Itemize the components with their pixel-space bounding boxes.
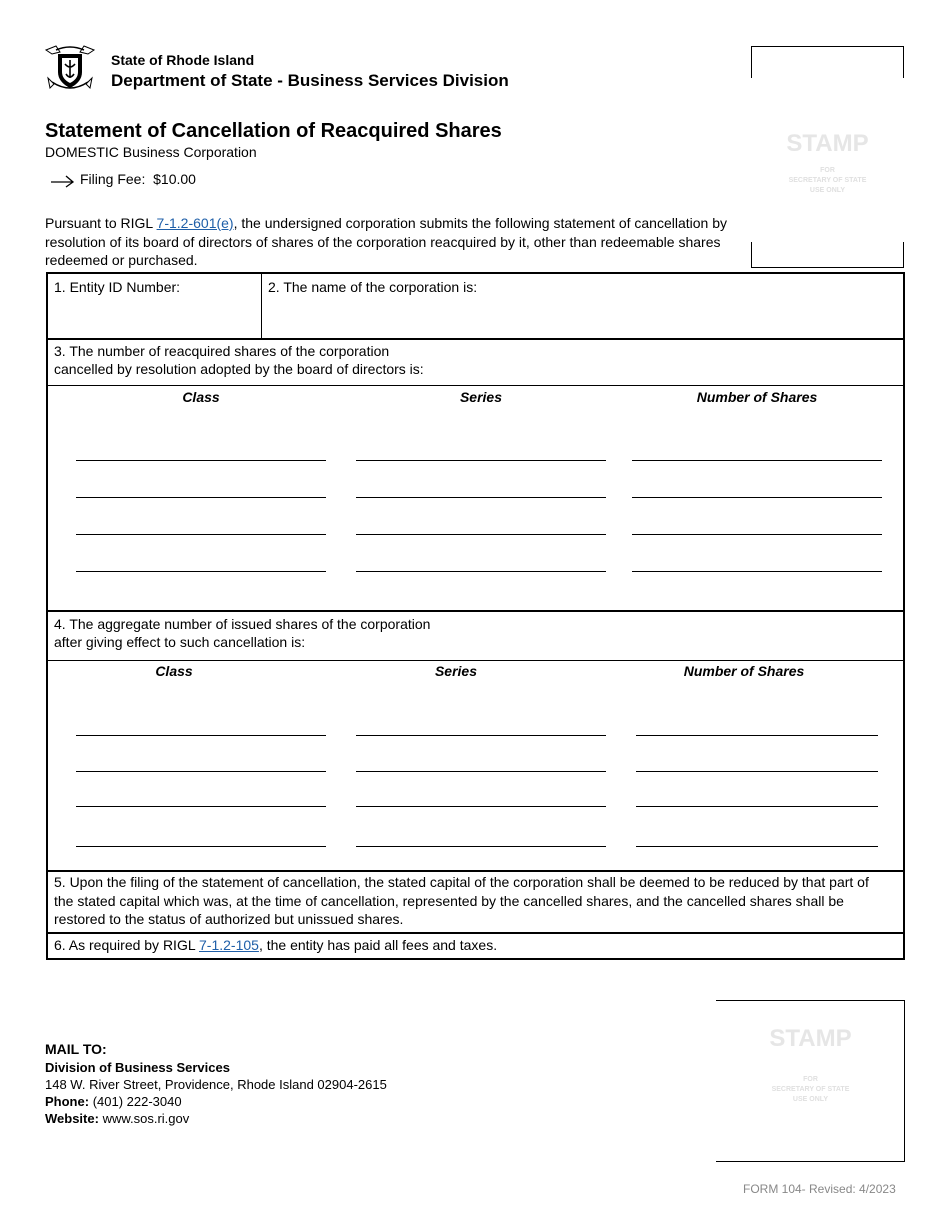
divider: [48, 870, 903, 872]
mail-to-label: MAIL TO:: [45, 1041, 107, 1057]
state-name: State of Rhode Island: [111, 52, 255, 68]
stamp-line-1: FOR: [803, 1076, 818, 1083]
divider: [48, 932, 903, 934]
filing-fee-label: Filing Fee:: [80, 171, 146, 187]
section4-class-blank[interactable]: [76, 735, 326, 736]
mail-phone: [45, 1094, 182, 1109]
section4-shares-blank[interactable]: [636, 735, 878, 736]
section4-line-2: after giving effect to such cancellation is:: [54, 634, 306, 650]
section4-series-blank[interactable]: [356, 806, 606, 807]
stamp-box-bottom: [716, 1000, 905, 1162]
divider: [48, 385, 903, 386]
section3-series-blank[interactable]: [356, 571, 606, 572]
section4-class-header: Class: [155, 663, 193, 679]
section3-shares-blank[interactable]: [632, 497, 882, 498]
section3-shares-blank[interactable]: [632, 460, 882, 461]
section4-series-blank[interactable]: [356, 735, 606, 736]
stamp-line-2: SECRETARY OF STATE: [771, 1086, 850, 1093]
rigl-105-link[interactable]: 7-1.2-105: [199, 937, 259, 953]
section3-series-blank[interactable]: [356, 534, 606, 535]
section4-shares-blank[interactable]: [636, 846, 878, 847]
stamp-title: STAMP: [786, 130, 869, 157]
filing-fee-amount: $10.00: [153, 171, 196, 187]
form-revision: FORM 104- Revised: 4/2023: [743, 1182, 896, 1196]
section4-series-blank[interactable]: [356, 771, 606, 772]
section3-shares-header: Number of Shares: [696, 389, 818, 405]
intro-prefix: Pursuant to RIGL: [45, 215, 157, 231]
divider: [48, 610, 903, 612]
form-title: Statement of Cancellation of Reacquired Shares: [45, 120, 502, 142]
corporation-name-input[interactable]: [263, 298, 903, 336]
section3-line-1: 3. The number of reacquired shares of the corporation: [54, 343, 390, 359]
section3-series-blank[interactable]: [356, 497, 606, 498]
section3-series-blank[interactable]: [356, 460, 606, 461]
section4-class-blank[interactable]: [76, 771, 326, 772]
section5-text: 5. Upon the filing of the statement of cancellation, the stated capital of the corporation shall be deemed to be reduced by that part of the stated capital which was, at the time of cancellation, represented by the cancelled shares, and the cancelled shares shall be restored to the status of authorized but unissued shares.: [54, 874, 869, 927]
form-table: [46, 272, 905, 960]
mail-website: [45, 1111, 189, 1126]
phone-number: (401) 222-3040: [92, 1094, 182, 1109]
form-subtitle: DOMESTIC Business Corporation: [45, 144, 257, 160]
mail-division: Division of Business Services: [45, 1060, 230, 1075]
entity-id-label: 1. Entity ID Number:: [54, 279, 181, 295]
divider: [48, 338, 903, 340]
section4-series-blank[interactable]: [356, 846, 606, 847]
stamp-line-2: SECRETARY OF STATE: [788, 177, 867, 184]
intro-paragraph: [45, 214, 735, 270]
section4-line-1: 4. The aggregate number of issued shares of the corporation: [54, 616, 431, 632]
stamp-line-1: FOR: [820, 167, 835, 174]
section3-class-blank[interactable]: [76, 571, 326, 572]
section6-text: [54, 936, 497, 955]
entity-id-input[interactable]: [48, 298, 260, 336]
section3-class-blank[interactable]: [76, 534, 326, 535]
section6-prefix: 6. As required by RIGL: [54, 937, 199, 953]
filing-fee: [80, 171, 196, 187]
mail-address: 148 W. River Street, Providence, Rhode Island 02904-2615: [45, 1077, 387, 1092]
section3-series-header: Series: [459, 389, 503, 405]
section3-shares-blank[interactable]: [632, 571, 882, 572]
section4-shares-blank[interactable]: [636, 806, 878, 807]
intro-suffix: , the undersigned corporation submits the following statement of cancellation by resolution of its board of directors of shares of the corporation reacquired by it, other than redeemable shares redeemed or purchased.: [45, 215, 727, 268]
stamp-title: STAMP: [769, 1025, 852, 1052]
section4-shares-header: Number of Shares: [683, 663, 805, 679]
state-seal-icon: [44, 44, 96, 92]
website-label: Website:: [45, 1111, 99, 1126]
arrow-right-icon: [50, 174, 76, 188]
website-url: www.sos.ri.gov: [102, 1111, 190, 1126]
section4-class-blank[interactable]: [76, 846, 326, 847]
section4-series-header: Series: [434, 663, 478, 679]
section3-class-blank[interactable]: [76, 460, 326, 461]
corporation-name-label: 2. The name of the corporation is:: [268, 279, 478, 295]
section3-class-header: Class: [182, 389, 220, 405]
divider: [48, 660, 903, 661]
section6-suffix: , the entity has paid all fees and taxes.: [258, 937, 498, 953]
rigl-601e-link[interactable]: 7-1.2-601(e): [156, 215, 234, 231]
section4-shares-blank[interactable]: [636, 771, 878, 772]
stamp-line-3: USE ONLY: [809, 187, 846, 194]
divider: [261, 274, 262, 338]
phone-label: Phone:: [45, 1094, 90, 1109]
stamp-box-top: [751, 46, 904, 268]
stamp-line-3: USE ONLY: [792, 1096, 829, 1103]
department-name: Department of State - Business Services Division: [111, 71, 509, 90]
section3-class-blank[interactable]: [76, 497, 326, 498]
section3-line-2: cancelled by resolution adopted by the board of directors is:: [54, 361, 424, 377]
section3-shares-blank[interactable]: [632, 534, 882, 535]
section4-class-blank[interactable]: [76, 806, 326, 807]
